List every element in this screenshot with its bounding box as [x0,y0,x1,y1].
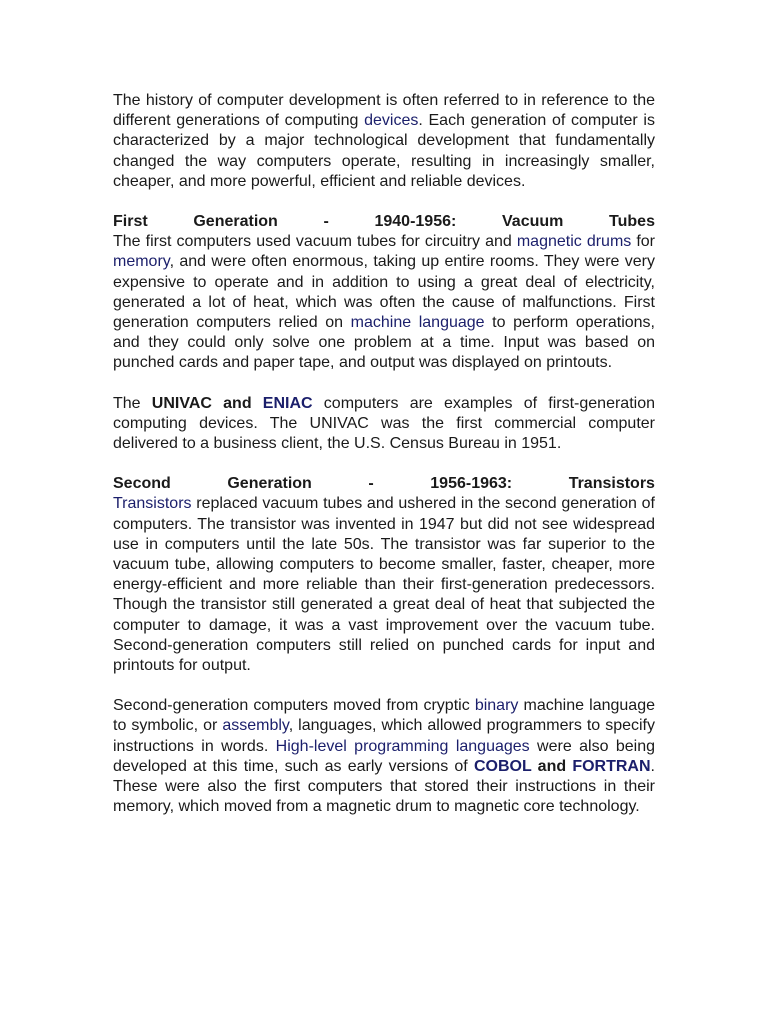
heading-word: - [368,475,374,493]
first-generation-section [113,212,655,374]
heading-word: Tubes [609,213,655,231]
text-run: for [631,233,656,251]
text-run: The first computers used vacuum tubes for circuitry and [113,233,517,251]
first-generation-paragraph [113,232,655,373]
heading-word: - [323,213,329,231]
bold-and: and [531,757,573,775]
text-run: Second-generation computers moved from cryptic [113,697,475,715]
text-run: to perform operations, and they could only solve one problem at a time. Input was based on punched cards and paper tape, and output was displayed on printouts. [113,314,655,372]
languages-paragraph [113,696,655,817]
text-run: computers are examples of first-generation computing devices. The UNIVAC was the first commercial computer delivered to a business client, the U.S. Census Bureau in 1951. [113,394,655,453]
link-fortran[interactable]: FORTRAN [572,757,651,775]
second-generation-heading [113,474,655,494]
document-page [113,91,655,838]
text-run: were also being developed at this time, such as early versions of [113,737,655,775]
heading-word: 1940-1956: [374,213,457,231]
text-run: . Each generation of computer is characterized by a major technological development that fundamentally changed the way computers operate, resulting in increasingly smaller, cheaper, and more powerful, efficient and reliable devices. [113,112,655,190]
second-generation-paragraph [113,494,655,676]
heading-word: Generation [227,475,312,493]
text-run: , languages, which allowed programmers to specify instructions in words. [113,717,655,755]
heading-word: 1956-1963: [430,475,513,493]
link-binary[interactable]: binary [474,697,519,715]
link-high-level-languages[interactable]: High-level programming languages [275,737,530,755]
link-magnetic-drums[interactable]: magnetic drums [516,233,632,251]
link-transistors[interactable]: Transistors [113,495,192,513]
first-generation-heading [113,212,655,232]
text-run: . These were also the first computers that stored their instructions in their memory, which moved from a magnetic drum to magnetic core technology. [113,757,655,816]
text-run: The history of computer development is often referred to in reference to the different generations of computing [113,92,655,130]
link-eniac[interactable]: ENIAC [262,394,313,412]
link-cobol[interactable]: COBOL [473,757,532,775]
text-run: , and were often enormous, taking up entire rooms. They were very expensive to operate and in addition to using a great deal of electricity, generated a lot of heat, which was often the cause of malfunctions. First generation computers relied on [113,253,655,332]
heading-word: Generation [193,213,278,231]
text-run: replaced vacuum tubes and ushered in the second generation of computers. The transistor was invented in 1947 but did not see widespread use in computers until the late 50s. The transistor was far superior to the vacuum tube, allowing computers to become smaller, faster, cheaper, more energy-efficient and more reliable than their first-generation predecessors. Though the transistor still generated a great deal of heat that subjected the computer to damage, it was a vast improvement over the vacuum tube. Second-generation computers still relied on punched cards for input and printouts for output. [113,495,655,675]
link-memory[interactable]: memory [113,253,170,271]
heading-word: Transistors [568,475,655,493]
heading-word: Second [113,475,171,493]
link-assembly[interactable]: assembly [222,717,289,735]
second-generation-section [113,474,655,676]
text-run: The [113,394,152,412]
intro-paragraph [113,91,655,192]
bold-univac: UNIVAC and [151,394,263,412]
heading-word: First [113,213,148,231]
link-devices[interactable]: devices [364,112,419,130]
text-run: machine language to symbolic, or [113,697,655,735]
link-machine-language[interactable]: machine language [350,314,485,332]
heading-word: Vacuum [502,213,564,231]
univac-paragraph [113,394,655,455]
